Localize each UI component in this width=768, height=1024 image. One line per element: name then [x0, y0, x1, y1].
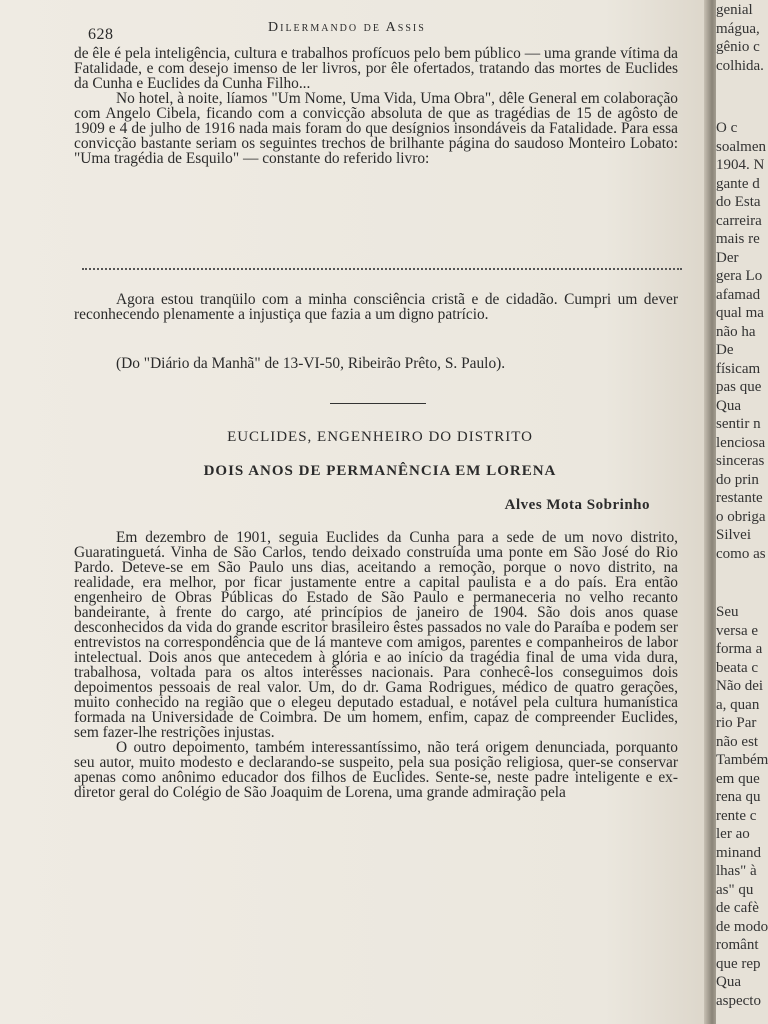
facing-page-fragment: genial	[716, 2, 753, 18]
ellipsis-divider	[82, 268, 682, 274]
facing-page-fragment: mais re	[716, 231, 760, 247]
facing-page-fragment: de cafè	[716, 900, 759, 916]
facing-page-fragment: soalmen	[716, 138, 766, 155]
facing-page-fragment: minand	[716, 844, 761, 861]
facing-page-fragment: forma a	[716, 641, 763, 657]
facing-page-fragment: românt	[716, 937, 759, 953]
facing-page-fragment: as" qu	[716, 881, 754, 898]
paragraph: O outro depoimento, também interessantíssimo, não terá origem denunciada, porquanto seu autor, muito modesto e declarando-se suspeito, pela sua posição religiosa, quer-se conservar apenas como anônimo educador dos filhos de Euclides. Sente-se, neste padre inteligente e ex-diretor geral do Colégio de São Joaquim de Lorena, uma grande admiração pela	[74, 739, 678, 801]
facing-page-fragment: aspecto	[716, 992, 761, 1009]
facing-page-fragment: que rep	[716, 955, 761, 972]
facing-page-fragment: o obriga	[716, 508, 766, 525]
facing-page-fragment: como as	[716, 545, 766, 562]
facing-page-fragment: ler ao	[716, 826, 750, 842]
facing-page-fragment: 1904. N	[716, 157, 765, 173]
facing-page-fragment: de modo	[716, 918, 768, 935]
facing-page-fragment: em que	[716, 770, 760, 787]
facing-page-fragment: pas que	[716, 379, 762, 395]
source-block	[74, 356, 678, 371]
facing-page-fragment: do Esta	[716, 194, 761, 210]
facing-page-fragment: sinceras	[716, 453, 765, 469]
page-header	[88, 18, 678, 43]
facing-page-fragment: Seu	[716, 604, 739, 620]
facing-page-fragment: rio Par	[716, 715, 757, 731]
article-body	[74, 530, 678, 800]
facing-page-fragment: não est	[716, 733, 759, 750]
page-number: 628	[88, 26, 114, 43]
article-title: EUCLIDES, ENGENHEIRO DO DISTRITO	[227, 429, 533, 445]
facing-page-fragment: carreira	[716, 212, 762, 229]
facing-page-fragment: gênio c	[716, 39, 760, 55]
facing-page-fragment: beata c	[716, 659, 759, 676]
top-text-block	[74, 46, 678, 166]
article-subtitle: DOIS ANOS DE PERMANÊNCIA EM LORENA	[203, 463, 557, 479]
facing-page-fragment: mágua,	[716, 20, 760, 37]
facing-page-fragment: Não dei	[716, 678, 764, 694]
facing-page-fragment: gante d	[716, 175, 760, 192]
facing-page-fragment: rente c	[716, 807, 757, 824]
source-citation: (Do "Diário da Manhã" de 13-VI-50, Ribeirão Prêto, S. Paulo).	[116, 355, 506, 372]
facing-page-fragment: sentir n	[716, 416, 761, 432]
facing-page-fragment: Silvei	[716, 527, 752, 543]
facing-page-fragment: lenciosa	[716, 434, 766, 451]
facing-page-fragment: Der	[716, 249, 739, 266]
paragraph: Agora estou tranqüilo com a minha consciência cristã e de cidadão. Cumpri um dever reconhecendo plenamente a injustiça que fazia a um digno patrício.	[74, 291, 678, 323]
facing-page-fragment: Qua	[716, 397, 741, 414]
facing-page-fragment: físicam	[716, 360, 761, 377]
facing-page-fragment: De	[716, 342, 734, 358]
closing-block	[74, 292, 678, 322]
facing-page-fragment: Qua	[716, 974, 741, 990]
facing-page-fragment: versa e	[716, 622, 759, 639]
facing-page-fragment: qual ma	[716, 305, 764, 321]
paragraph: de êle é pela inteligência, cultura e trabalhos profícuos pelo bem público — uma grande vítima da Fatalidade, e com desejo imenso de ler livros, por êle ofertados, tratando das mortes de Euclides da Cunha e Euclides da Cunha Filho...	[74, 45, 678, 92]
facing-page-fragment: colhida.	[716, 57, 764, 74]
running-head: Dilermando de Assis	[268, 20, 426, 35]
section-rule	[330, 403, 426, 404]
paragraph: Em dezembro de 1901, seguia Euclides da Cunha para a sede de um novo distrito, Guaratinguetá. Vinha de São Carlos, tendo deixado construída uma ponte em São José do Rio Pardo. Deteve-se em São Paulo uns dias, aceitando a remoção, porque o novo distrito, na realidade, era melhor, por ficar justamente entre a capital paulista e a do país. Era então engenheiro de Obras Públicas do Estado de São Paulo e permaneceria no velho recanto bandeirante, à frente do cargo, até princípios de janeiro de 1904. São dois anos quase desconhecidos da vida do grande escritor brasileiro êstes passados no vale do Paraíba e podem ser entrevistos na correspondência que de lá manteve com amigos, parentes e companheiros de labor intelectual. Dois anos que antecedem à glória e ao início da tragédia final de uma vida dura, trabalhosa, voltada para os altos interêsses nacionais. Para conhecê-los conseguimos dois depoimentos pessoais de real valor. Um, do dr. Gama Rodrigues, médico de quatro gerações, muito conhecido na região que o elegeu deputado estadual, e notável pela cultura humanística formada na Universidade de Coimbra. De um homem, enfim, capaz de compreender Euclides, sem fazer-lhe restrições injustas.	[74, 529, 678, 741]
facing-page-fragment: restante	[716, 490, 763, 506]
facing-page-fragment: do prin	[716, 471, 759, 488]
article-author: Alves Mota Sobrinho	[504, 497, 650, 513]
facing-page-fragment: Também	[716, 752, 768, 768]
facing-page-fragment: gera Lo	[716, 268, 763, 284]
facing-page-fragment: a, quan	[716, 696, 760, 713]
facing-page-fragment: lhas" à	[716, 863, 757, 879]
facing-page-fragment: rena qu	[716, 789, 761, 805]
paragraph: No hotel, à noite, líamos "Um Nome, Uma Vida, Uma Obra", dêle General em colaboração com Angelo Cibela, ficando com a convicção absoluta de que as tragédias de 15 de agôsto de 1909 e 4 de julho de 1916 nada mais foram do que desígnios insondáveis da Fatalidade. Para essa convicção bastante seriam os seguintes trechos de brilhante página do saudoso Monteiro Lobato: "Uma tragédia de Esquilo" — constante do referido livro:	[74, 90, 678, 167]
facing-page-fragment: O c	[716, 120, 738, 136]
facing-page-fragment: não ha	[716, 323, 756, 340]
facing-page-fragment: afamad	[716, 286, 761, 303]
book-page-right-edge	[716, 0, 768, 1024]
